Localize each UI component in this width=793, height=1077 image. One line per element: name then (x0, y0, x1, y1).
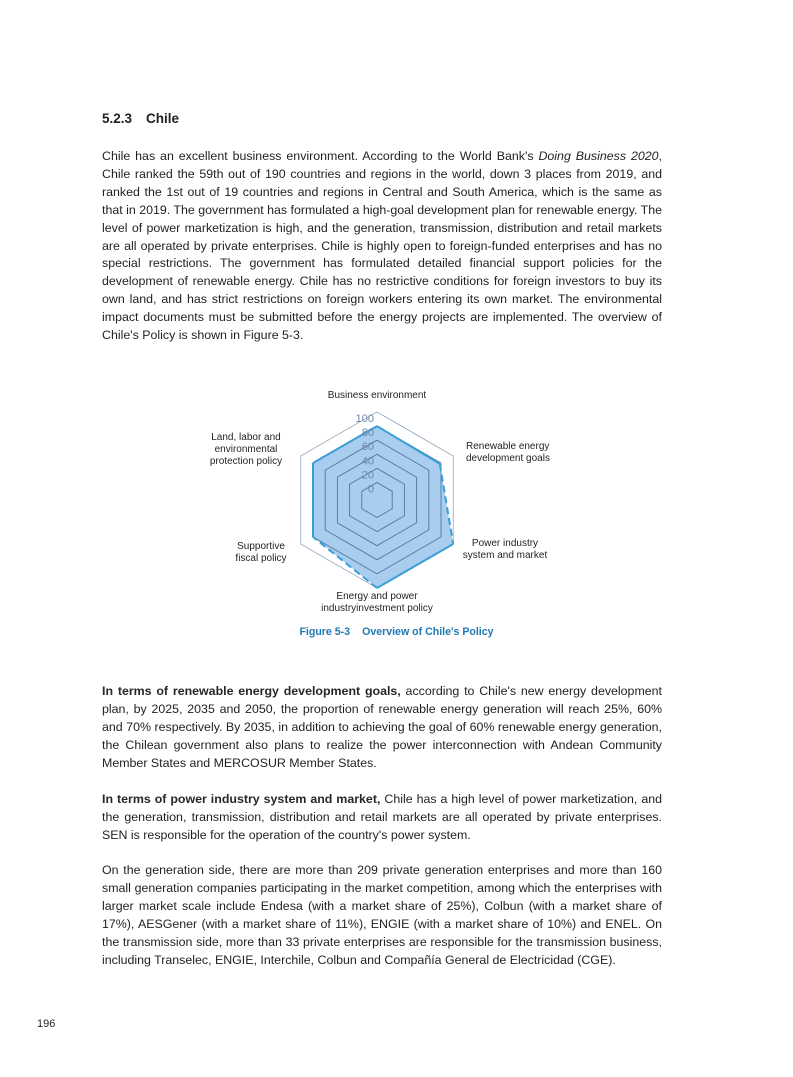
intro-text-1: Chile has an excellent business environment. According to the World Bank's (102, 149, 539, 163)
power-market-paragraph (102, 791, 662, 845)
axis-label-business-environment: Business environment (327, 390, 427, 401)
page-number: 196 (37, 1018, 56, 1030)
section-number: 5.2.3 (102, 111, 133, 126)
radar-tick-label: 0 (367, 483, 374, 496)
report-title-italic: Doing Business 2020 (538, 149, 659, 163)
radar-chart-svg (190, 385, 570, 620)
intro-paragraph (102, 148, 662, 345)
renewable-goals-paragraph (102, 683, 662, 773)
axis-label-renewable-goals: Renewable energy development goals (466, 441, 550, 464)
axis-label-investment-policy: Energy and power industryinvestment policy (321, 591, 433, 614)
axis-label-power-industry: Power industry system and market (462, 538, 548, 561)
power-market-body: Chile has a high level of power marketization, and the generation, transmission, distribution and retail markets are all operated by private enterprises. SEN is responsible for the operation of the country's power system. (102, 792, 662, 842)
figure-caption (0, 626, 793, 638)
radar-tick-label: 80 (361, 427, 374, 440)
power-market-lead: In terms of power industry system and market, (102, 792, 381, 806)
axis-label-land-labor: Land, labor and environmental protection policy (209, 432, 283, 467)
section-title: Chile (146, 111, 180, 126)
section-heading (102, 111, 179, 126)
generation-paragraph (102, 862, 662, 969)
radar-tick-label: 60 (361, 441, 374, 454)
radar-tick-label: 40 (361, 455, 374, 468)
figure-number: Figure 5-3 (299, 626, 351, 638)
axis-label-fiscal-policy: Supportive fiscal policy (235, 541, 287, 564)
renewable-goals-body: according to Chile's new energy development plan, by 2025, 2035 and 2050, the proportion of renewable energy generation will reach 25%, 60% and 70% respectively. By 2035, in addition to achieving the goal of 60% renewable energy generation, the Chilean government also plans to realize the power interconnection with Andean Community Member States and MERCOSUR Member States. (102, 684, 662, 770)
intro-text-2: , Chile ranked the 59th out of 190 countries and regions in the world, down 3 places from 2019, and ranked the 1st out of 19 countries and regions in Central and South America, which is the same as that in 2019. The government has formulated a high-goal development plan for renewable energy. The level of power marketization is high, and the generation, transmission, distribution and retail markets are all operated by private enterprises. Chile is highly open to foreign-funded enterprises and has no special restrictions. The government has formulated detailed financial support policies for the development of renewable energy. Chile has no restrictive conditions for foreign investors to buy its own land, and has strict restrictions on foreign workers entering its own market. The environmental impact documents must be submitted before the energy projects are implemented. The overview of Chile's Policy is shown in Figure 5-3. (102, 149, 663, 343)
figure-title: Overview of Chile's Policy (362, 626, 494, 638)
generation-body: On the generation side, there are more than 209 private generation enterprises and more than 160 small generation companies participating in the market competition, among which the enterprises with larger market scale include Endesa (with a market share of 25%), Colbun (with a market share of 17%), AESGener (with a market share of 11%), ENGIE (with a market share of 10%) and ENEL. On the transmission side, more than 33 private enterprises are responsible for the transmission business, including Transelec, ENGIE, Interchile, Colbun and Compañía General de Electricidad (CGE). (102, 863, 662, 967)
radar-tick-label: 20 (361, 469, 374, 482)
renewable-goals-lead: In terms of renewable energy development goals, (102, 684, 401, 698)
radar-tick-label: 100 (355, 413, 374, 425)
radar-chart (190, 385, 570, 620)
